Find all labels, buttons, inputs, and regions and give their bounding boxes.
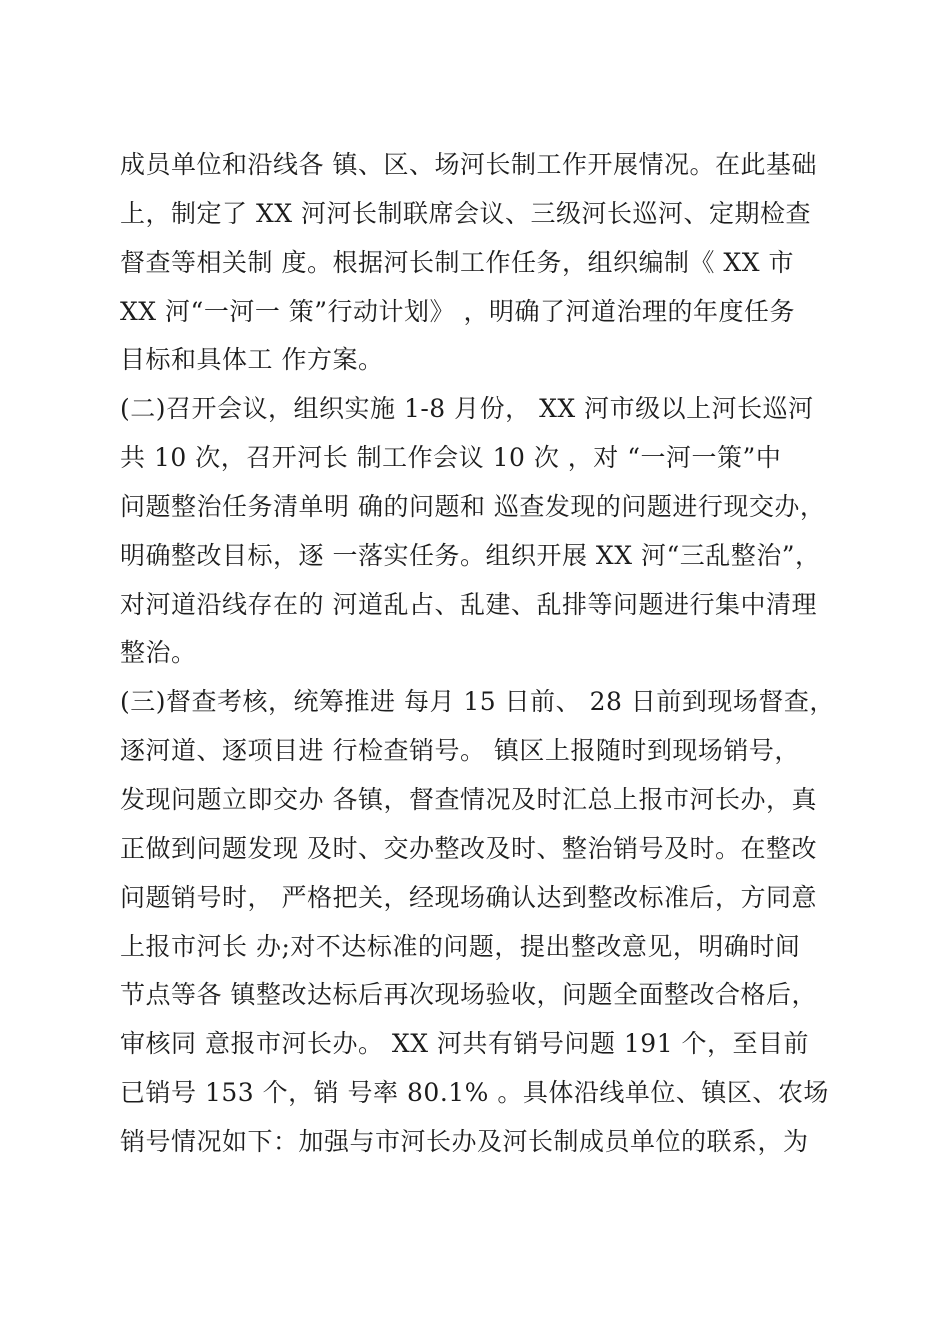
text-line: 已销号 153 个，销 号率 80.1% 。具体沿线单位、镇区、农场 [120, 1078, 829, 1108]
section-heading-line: (三)督查考核，统筹推进 每月 15 日前、 28 日前到现场督查， [120, 687, 835, 717]
text-line: 共 10 次，召开河长 制工作会议 10 次 ，对 “一河一策”中 [120, 443, 782, 473]
body-text [120, 141, 840, 1167]
text-line: 发现问题立即交办 各镇，督查情况及时汇总上报市河长办，真 [120, 784, 817, 814]
text-line: 上，制定了 XX 河河长制联席会议、三级河长巡河、定期检查 [120, 198, 811, 228]
text-line: 逐河道、逐项目进 行检查销号。 镇区上报随时到现场销号， [120, 736, 800, 766]
text-line: 正做到问题发现 及时、交办整改及时、整治销号及时。在整改 [120, 833, 817, 863]
text-line: 销号情况如下：加强与市河长办及河长制成员单位的联系，为 [120, 1126, 809, 1156]
text-line: 上报市河长 办;对不达标准的问题，提出整改意见，明确时间 [120, 931, 801, 961]
text-line: 问题整治任务清单明 确的问题和 巡查发现的问题进行现交办， [120, 491, 826, 521]
text-line: 整治。 [120, 638, 197, 668]
text-line: 目标和具体工 作方案。 [120, 345, 384, 375]
text-line: 节点等各 镇整改达标后再次现场验收，问题全面整改合格后， [120, 980, 817, 1010]
text-line: 成员单位和沿线各 镇、区、场河长制工作开展情况。在此基础 [120, 150, 817, 179]
text-line: 问题销号时， 严格把关，经现场确认达到整改标准后，方同意 [120, 882, 817, 912]
text-line: 对河道沿线存在的 河道乱占、乱建、乱排等问题进行集中清理 [120, 589, 817, 619]
text-line: 明确整改目标，逐 一落实任务。组织开展 XX 河“三乱整治”， [120, 540, 821, 570]
section-heading-line: (二)召开会议，组织实施 1-8 月份， XX 河市级以上河长巡河 [120, 394, 814, 424]
text-line: XX 河“一河一 策”行动计划》 ，明确了河道治理的年度任务 [120, 296, 795, 326]
text-line: 审核同 意报市河长办。 XX 河共有销号问题 191 个，至目前 [120, 1029, 810, 1059]
text-line: 督查等相关制 度。根据河长制工作任务，组织编制《 XX 市 [120, 247, 794, 277]
